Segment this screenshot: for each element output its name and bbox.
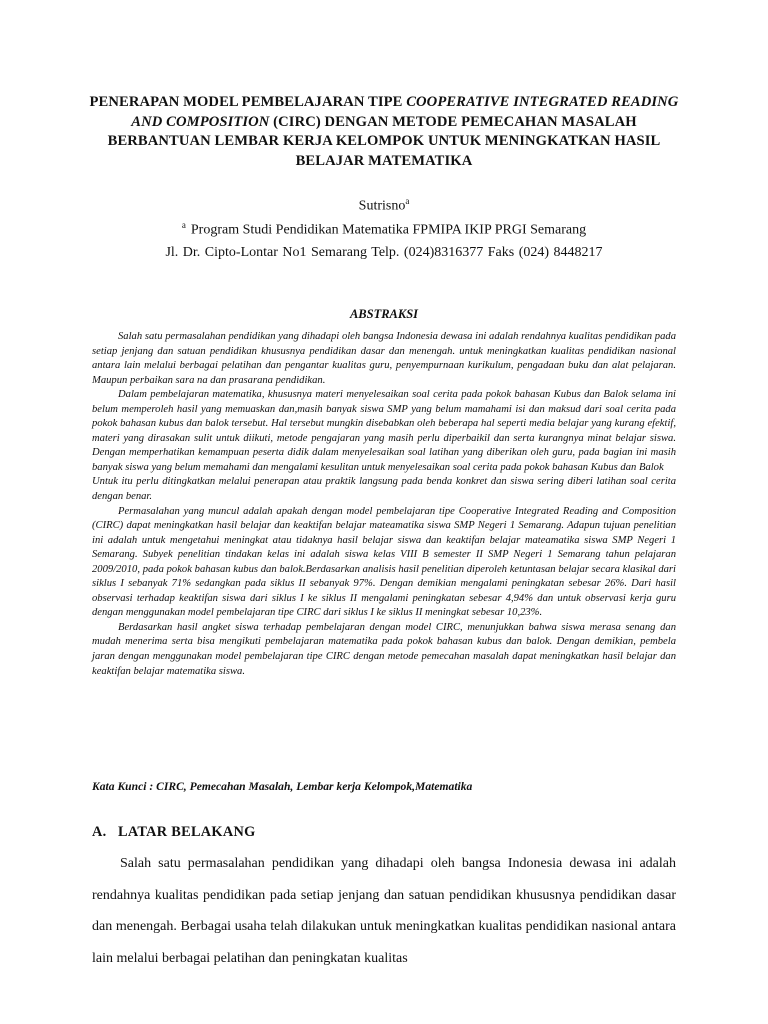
paper-title [80,93,688,171]
section-heading [92,823,256,841]
abstract-paragraph-2: Dalam pembelajaran matematika, khususnya materi menyelesaikan soal cerita pada pokok bahasan Kubus dan Balok selama ini belum memperoleh hasil yang memuaskan dan,masih banyak siswa SMP yang belum mamahami isi dan maksud dari soal cerita pada pokok bahasan kubus dan balok tersebut. Hal tersebut mungkin disebabkan oleh beberapa hal seperti media belajar yang kurang efektif, materi yang dirasakan sulit untuk diikuti, metode pengajaran yang masih perlu diperbaikil dan serta kurangnya minat belajar siswa. Dengan memperhatikan kemampuan peserta didik dalam menyelesaikan soal latihan yang diberikan oleh guru, pada bagian ini masih banyak siswa yang belum memahami dan mengalami kesulitan untuk menyelesaikan soal cerita pada pokok bahasan Kubus dan Balok [92,389,676,473]
abstract-heading: ABSTRAKSI [349,307,419,321]
keywords: Kata Kunci : CIRC, Pemecahan Masalah, Lembar kerja Kelompok,Matematika [92,780,473,793]
author-name: Sutrisno [358,198,406,214]
abstract-paragraph-5: Berdasarkan hasil angket siswa terhadap pembelajaran dengan model CIRC, menunjukkan bahwa siswa merasa senang dan mudah menerima serta bisa mengikuti pembelajaran matematika pada pokok bahasan kubus dan balok. Dengan demikian, pembela jaran dengan menggunakan model pembelajaran tipe CIRC dengan metode pemecahan masalah dapat meningkatkan hasil belajar dan keaktifan belajar matematika siswa. [92,621,676,677]
author-line [0,192,768,216]
title-part-2: (CIRC) DENGAN METODE PEMECAHAN MASALAH BERBANTUAN LEMBAR KERJA KELOMPOK UNTUK MENINGKATKAN HASIL BELAJAR MATEMATIKA [107,113,661,169]
abstract-paragraph-1: Salah satu permasalahan pendidikan yang dihadapi oleh bangsa Indonesia dewasa ini adalah rendahnya kualitas pendidikan pada setiap jenjang dan satuan pendidikan khususnya pendidikan dasar dan menengah. untuk meningkatkan kualitas pendidikan nasional antara lain melalui berbagai pelatihan dan pengantar kualitas guru, penyempurnaan kurikulum, pengadaan buku dan alat pelajaran. Maupun perbaikan sara na dan prasarana pendidikan. [92,331,676,386]
body-text [92,848,676,974]
abstract-body [92,330,676,679]
title-italic-part: COOPERATIVE INTEGRATED READING AND COMPOSITION [131,94,679,130]
abstract-paragraph-4: Permasalahan yang muncul adalah apakah dengan model pembelajaran tipe Cooperative Integrated Reading and Composition (CIRC) dapat meningkatkan hasil belajar dan keaktifan belajar mateamatika siswa SMP Negeri 1 Semarang. Adapun tujuan penelitian ini adalah untuk mengetahui meningkat atau tidaknya hasil belajar siswa dan keaktifan belajar mateamatika siswa SMP Negeri 1 Semarang. Subyek penelitian tindakan kelas ini adalah siswa kelas VIII B semester II SMP Negeri 1 Semarang tahun pelajaran 2009/2010, pada pokok bahasan kubus dan balok.Berdasarkan analisis hasil penelitian diperoleh ketuntasan belajar secara klasikal dari siklus I sebanyak 71% sedangkan pada siklus II sebanyak 97%. Dengan demikian mengalami peningkatan sebesar 26%. Dari hasil observasi terhadap keaktifan siswa dari siklus I ke siklus II mengalami peningkatan sebesar 4,94% dan untuk observasi kerja guru dengan menggunakan model pembelajaran tipe CIRC dari siklus I ke siklus II meningkat sebesar 10,23%. [92,505,676,619]
section-title: LATAR BELAKANG [118,823,256,840]
body-paragraph: Salah satu permasalahan pendidikan yang dihadapi oleh bangsa Indonesia dewasa ini adalah rendahnya kualitas pendidikan pada setiap jenjang dan satuan pendidikan khususnya pendidikan dasar dan menengah. Berbagai usaha telah dilakukan untuk meningkatkan kualitas pendidikan nasional antara lain melalui berbagai pelatihan dan peningkatan kualitas [92,856,676,966]
author-superscript: a [405,196,410,206]
section-number: A. [92,823,107,840]
affiliation-text: Program Studi Pendidikan Matematika FPMIPA IKIP PRGI Semarang [190,222,587,238]
title-part-1: PENERAPAN MODEL PEMBELAJARAN TIPE [89,94,407,110]
affiliation-line [0,216,768,240]
affiliation-superscript: a [181,220,186,230]
address-line: Jl. Dr. Cipto-Lontar No1 Semarang Telp. (024)8316377 Faks (024) 8448217 [165,245,603,260]
abstract-paragraph-3: Untuk itu perlu ditingkatkan melalui penerapan atau praktik langsung pada benda konkret dan siswa sering diberi latihan soal cerita dengan benar. [92,476,676,503]
